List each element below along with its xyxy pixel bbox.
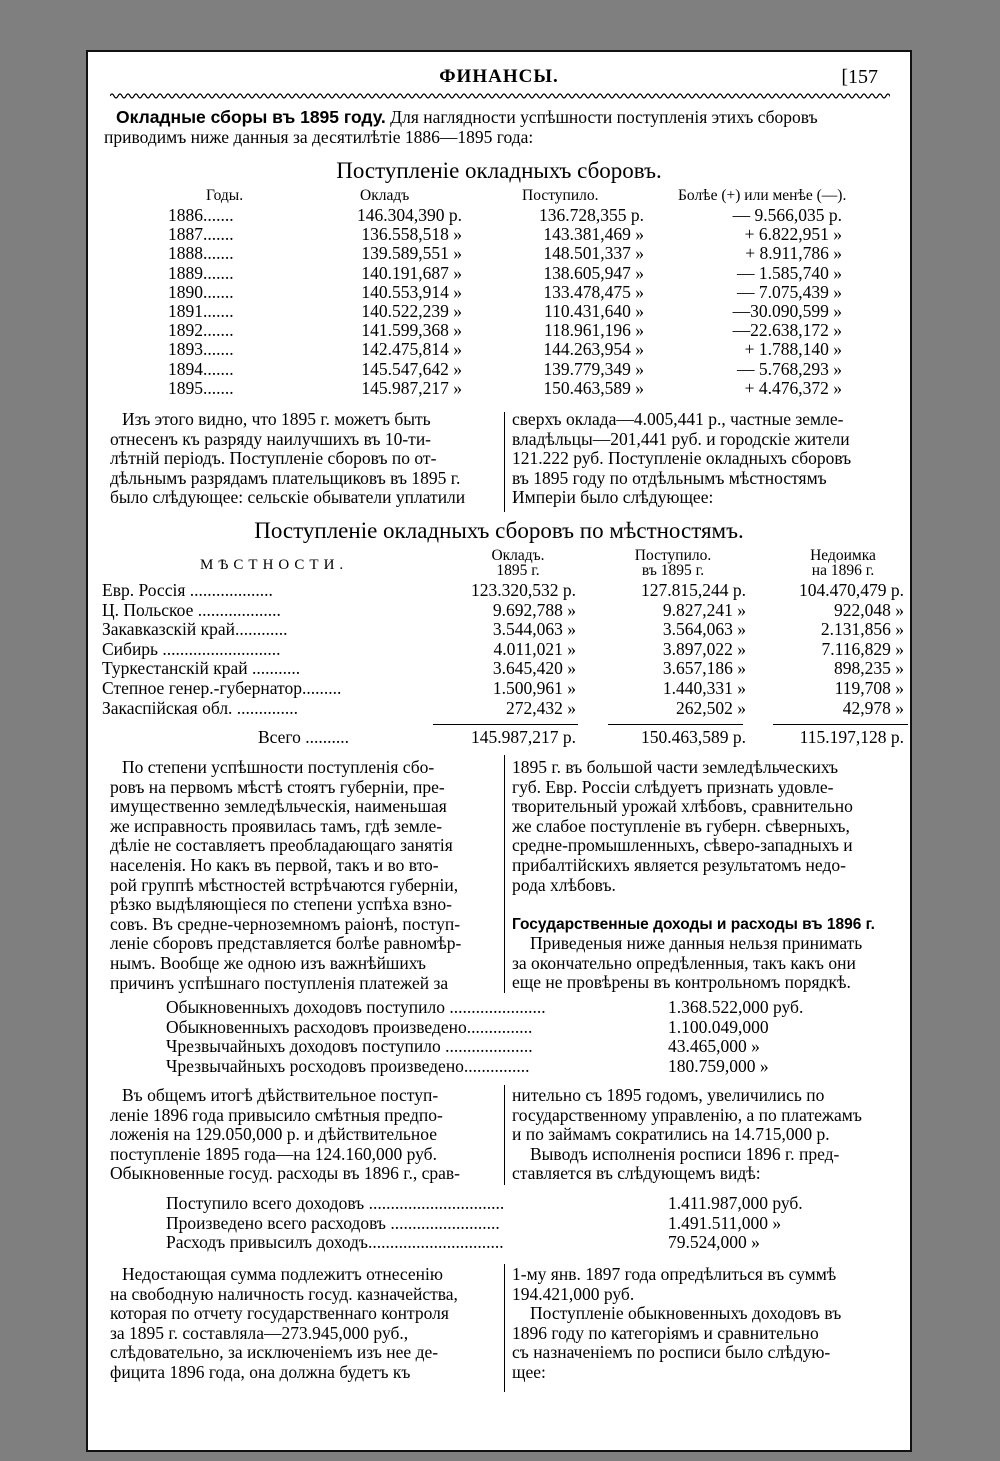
text-line: ровъ на первомъ мѣстѣ стоятъ губерніи, пре-: [110, 776, 445, 797]
text-line: 121.222 руб. Поступленіе окладныхъ сборовъ: [512, 448, 852, 469]
text-line: 1896 году по категоріямъ и сравнительно: [512, 1322, 819, 1343]
table1-assessed: 136.558,518 »: [361, 224, 462, 245]
table2-received: 127.815,244 р.: [641, 580, 746, 600]
text-line: сверхъ оклада—4.005,441 р., частные земле-: [512, 409, 844, 429]
text-line: за 1895 г. составляла—273.945,000 руб.,: [110, 1322, 409, 1343]
table2-received: 1.440,331 »: [662, 678, 746, 698]
table1-difference: —30.090,599 »: [732, 301, 842, 321]
total-rule: [773, 724, 908, 725]
text-line: Приведеныя ниже данныя нельзя принимать: [530, 933, 863, 953]
table1-year: 1891.......: [168, 301, 234, 321]
budget-value: 180.759,000 »: [668, 1055, 769, 1076]
table1-year: 1890.......: [168, 281, 234, 302]
table1-year: 1889.......: [168, 262, 234, 283]
para4-left: [110, 1265, 496, 1383]
para1-left: [110, 410, 496, 508]
table1-difference: — 5.768,293 »: [737, 358, 842, 379]
text-line: щее:: [512, 1361, 546, 1382]
text-line: дѣліе не составляетъ преобладающаго занятія: [110, 835, 453, 856]
header-line: Недоимка: [810, 547, 876, 564]
table2-arrears: 119,708 »: [834, 678, 904, 698]
text-line: совъ. Въ средне-черноземномъ раіонѣ, поступ-: [110, 913, 461, 934]
table2-received: 3.564,063 »: [662, 619, 746, 640]
text-line: Изъ этого видно, что 1895 г. можетъ быть: [122, 409, 431, 429]
header-line: Окладъ.: [491, 547, 545, 564]
table1-received: 148.501,337 »: [543, 243, 644, 264]
intro-line-2: приводимъ ниже данныя за десятилѣтіе 1886—1895 года:: [104, 127, 534, 147]
table1-assessed: 142.475,814 »: [361, 339, 462, 360]
table1-difference: —22.638,172 »: [732, 320, 842, 341]
text-line: 194.421,000 руб.: [512, 1283, 635, 1304]
header-line: въ 1895 г.: [641, 562, 705, 579]
table1-difference: + 4.476,372 »: [744, 377, 842, 398]
table1-header-years: Годы.: [206, 187, 244, 204]
text-line: отнесенъ къ разряду наилучшихъ въ 10-ти-: [110, 428, 432, 449]
text-line: леніе 1896 года привысило смѣтныя предпо-: [110, 1104, 443, 1125]
table2-place: Сибирь ...........................: [102, 638, 281, 659]
text-line: и по займамъ сократились на 14.715,000 р.: [512, 1124, 830, 1145]
header-line: на 1896 г.: [811, 562, 875, 579]
table1-assessed: 145.547,642 »: [361, 358, 462, 379]
intro-bold-title: Окладные сборы въ 1895 году.: [116, 107, 386, 127]
text-line: дѣльнымъ разрядамъ плательщиковъ въ 1895 г.: [110, 467, 461, 488]
table1-received: 144.263,954 »: [543, 339, 644, 360]
text-line: имущественно земледѣльческія, наименьшая: [110, 796, 447, 817]
table2-place: Евр. Россія ...................: [102, 580, 273, 600]
column-divider: [504, 412, 505, 512]
table2-place: Закавказскій край............: [102, 619, 288, 640]
text-line: еще не провѣрены въ контрольномъ порядкѣ.: [512, 972, 851, 993]
text-line: Недостающая сумма подлежитъ отнесенію: [122, 1264, 443, 1284]
table2-total-arrears: 115.197,128 р.: [799, 727, 904, 747]
text-line: поступленіе 1895 года—на 124.160,000 руб.: [110, 1143, 437, 1164]
table2-assessed: 123.320,532 р.: [471, 580, 576, 600]
budget-value: 1.100.049,000: [668, 1016, 769, 1037]
para4-right: [512, 1265, 904, 1383]
text-line: 1895 г. въ большой части земледѣльческихъ: [512, 757, 838, 777]
section-title-state-revenue: Государственные доходы и расходы въ 1896 г.: [512, 916, 875, 933]
table1-difference: — 9.566,035 р.: [732, 205, 842, 225]
page-number: [157: [841, 66, 878, 88]
table2-arrears: 2.131,856 »: [820, 619, 904, 640]
table2-received: 262,502 »: [676, 697, 746, 718]
budget-label: Обыкновенныхъ доходовъ поступило ......................: [166, 997, 546, 1017]
table1-year: 1895.......: [168, 377, 234, 398]
budget-value: 1.491.511,000 »: [668, 1212, 782, 1233]
total-rule: [608, 724, 743, 725]
text-line: причинъ успѣшнаго поступленія платежей за: [110, 972, 449, 993]
text-line: Поступленіе обыкновенныхъ доходовъ въ: [530, 1303, 842, 1324]
table1-difference: + 6.822,951 »: [744, 224, 842, 245]
text-line: государственному управленію, а по платежамъ: [512, 1104, 862, 1125]
text-line: же исправность проявилась тамъ, гдѣ земле-: [110, 815, 443, 836]
text-line: рода хлѣбовъ.: [512, 874, 616, 895]
table1-received: 139.779,349 »: [543, 358, 644, 379]
budget-value: 1.368.522,000 руб.: [668, 997, 804, 1017]
table2-header-assessed: [468, 548, 568, 578]
table2-header-received: [618, 548, 728, 578]
intro-line-1: [116, 108, 818, 127]
table1-difference: + 8.911,786 »: [745, 243, 842, 264]
table2-assessed: 3.645,420 »: [492, 658, 576, 679]
table2-total-label: Всего ..........: [258, 727, 350, 747]
budget-label: Расходъ привысилъ доходъ...............................: [166, 1232, 504, 1252]
text-line: творительный урожай хлѣбовъ, сравнительно: [512, 796, 853, 817]
column-divider: [504, 755, 505, 993]
table1-year: 1887.......: [168, 224, 234, 245]
text-line: ложенія на 129.050,000 р. и дѣйствительное: [110, 1124, 437, 1145]
text-line: 1-му янв. 1897 года опредѣлиться въ суммѣ: [512, 1264, 837, 1284]
intro-line-1-rest: Для наглядности успѣшности поступленія этихъ сборовъ: [390, 107, 818, 127]
table1-received: 133.478,475 »: [543, 281, 644, 302]
table1-difference: — 7.075,439 »: [737, 281, 842, 302]
column-divider: [504, 1085, 505, 1185]
para1-right: [512, 410, 904, 508]
text-line: леніе сборовъ представляется болѣе равномѣр-: [110, 933, 462, 954]
table2-assessed: 9.692,788 »: [492, 599, 576, 620]
para3-right: [512, 1086, 904, 1184]
table2-assessed: 4.011,021 »: [493, 638, 576, 659]
table1-received: 138.605,947 »: [543, 262, 644, 283]
table2-assessed: 272,432 »: [506, 697, 576, 718]
table1-year: 1894.......: [168, 358, 234, 379]
table2-place: Ц. Польское ...................: [102, 599, 281, 620]
text-line: въ 1895 году по отдѣльнымъ мѣстностямъ: [512, 467, 827, 488]
table1-assessed: 146.304,390 р.: [357, 205, 462, 225]
running-header-title: ФИНАНСЫ.: [439, 66, 559, 87]
table2-total-assessed: 145.987,217 р.: [471, 727, 576, 747]
text-line: средне-промышленныхъ, сѣверо-западныхъ и: [512, 835, 853, 856]
table2-received: 3.657,186 »: [662, 658, 746, 679]
table1-assessed: 141.599,368 »: [361, 320, 462, 341]
table2-received: 3.897,022 »: [662, 638, 746, 659]
text-line: слѣдовательно, за исключеніемъ изъ нее де-: [110, 1342, 439, 1363]
text-line: на свободную наличность госуд. казначейства,: [110, 1283, 458, 1304]
budget-value: 43.465,000 »: [668, 1036, 760, 1056]
budget-value: 1.411.987,000 руб.: [668, 1193, 803, 1213]
table1-assessed: 140.553,914 »: [361, 281, 462, 302]
table1-assessed: 139.589,551 »: [361, 243, 462, 264]
table1-assessed: 145.987,217 »: [361, 377, 462, 398]
table1-received: 118.961,196 »: [544, 320, 644, 341]
table1-difference: — 1.585,740 »: [737, 262, 842, 283]
text-line: нымъ. Вообще же одною изъ важнѣйшихъ: [110, 952, 426, 973]
text-line: за окончательно опредѣленныя, такъ какъ они: [512, 952, 856, 973]
table2-arrears: 7.116,829 »: [821, 638, 904, 659]
text-line: Въ общемъ итогѣ дѣйствительное поступ-: [122, 1085, 439, 1105]
para2-right: [512, 758, 904, 895]
table1-received: 143.381,469 »: [543, 224, 644, 245]
column-divider: [504, 1264, 505, 1392]
text-line: Обыкновенные госуд. расходы въ 1896 г., срав-: [110, 1163, 460, 1184]
table1-year: 1892.......: [168, 320, 234, 341]
table2-received: 9.827,241 »: [662, 599, 746, 620]
text-line: губ. Евр. Россіи слѣдуетъ признать удовле-: [512, 776, 834, 797]
text-line: Имперіи было слѣдующее:: [512, 487, 714, 508]
para2-left: [110, 758, 496, 993]
table2-assessed: 1.500,961 »: [492, 678, 576, 698]
para2-right-2: [512, 934, 904, 993]
budget-label: Произведено всего расходовъ .........................: [166, 1212, 500, 1233]
table2-header-arrears: [788, 548, 898, 578]
text-line: По степени успѣшности поступленія сбо-: [122, 757, 435, 777]
table1-assessed: 140.191,687 »: [361, 262, 462, 283]
budget-label: Чрезвычайныхъ доходовъ поступило ....................: [166, 1036, 533, 1056]
table2-header-place: МѢСТНОСТИ.: [200, 557, 349, 573]
table1-header-difference: Болѣе (+) или менѣе (—).: [678, 187, 847, 204]
text-line: рой группѣ мѣстностей встрѣчаются губерніи,: [110, 874, 459, 895]
table2-arrears: 42,978 »: [842, 697, 904, 718]
table1-received: 136.728,355 р.: [539, 205, 644, 225]
table2-arrears: 922,048 »: [834, 599, 904, 620]
table1-received: 110.431,640 »: [544, 301, 644, 321]
table1-received: 150.463,589 »: [543, 377, 644, 398]
table1-difference: + 1.788,140 »: [744, 339, 842, 360]
table1-header-received: Поступило.: [522, 187, 599, 204]
text-line: нительно съ 1895 годомъ, увеличились по: [512, 1085, 825, 1105]
text-line: лѣтній періодъ. Поступленіе сборовъ по от-: [110, 448, 437, 469]
wavy-rule-divider: [110, 92, 890, 100]
text-line: было слѣдующее: сельскіе обыватели уплатили: [110, 487, 466, 508]
table2-arrears: 104.470,479 р.: [799, 580, 904, 600]
table1-year: 1886.......: [168, 205, 234, 225]
text-line: прибалтійскихъ является результатомъ недо-: [512, 854, 846, 875]
table2-total-received: 150.463,589 р.: [641, 727, 746, 747]
table2-place: Закаспійская обл. ..............: [102, 697, 299, 718]
text-line: Выводъ исполненія росписи 1896 г. пред-: [530, 1143, 840, 1164]
para3-left: [110, 1086, 496, 1184]
table2-place: Степное генер.-губернатор.........: [102, 678, 342, 698]
document-page: [86, 50, 912, 1452]
header-line: 1895 г.: [496, 562, 540, 579]
table1-year: 1888.......: [168, 243, 234, 264]
total-rule: [433, 724, 578, 725]
table2-assessed: 3.544,063 »: [492, 619, 576, 640]
budget-label: Поступило всего доходовъ ...............................: [166, 1193, 505, 1213]
header-line: Поступило.: [634, 547, 712, 564]
budget-label: Обыкновенныхъ расходовъ произведено...............: [166, 1016, 533, 1037]
text-line: владѣльцы—201,441 руб. и городскіе жители: [512, 428, 850, 449]
text-line: же слабое поступленіе въ губерн. сѣверныхъ,: [512, 815, 850, 836]
table2-title: Поступленіе окладныхъ сборовъ по мѣстностямъ.: [254, 518, 744, 543]
table2-place: Туркестанскій край ...........: [102, 658, 301, 679]
text-line: рѣзко выдѣляющіеся по степени успѣха взно-: [110, 894, 452, 915]
table1-year: 1893.......: [168, 339, 234, 360]
budget-value: 79.524,000 »: [668, 1232, 760, 1252]
table1-header-assessed: Окладъ: [360, 187, 410, 204]
budget-label: Чрезвычайныхъ росходовъ произведено...............: [166, 1055, 530, 1076]
text-line: населенія. Но какъ въ первой, такъ и во вто-: [110, 854, 439, 875]
table2-arrears: 898,235 »: [834, 658, 904, 679]
text-line: съ назначеніемъ по росписи было слѣдую-: [512, 1342, 831, 1363]
text-line: которая по отчету государственнаго контроля: [110, 1303, 449, 1324]
table1-title: Поступленіе окладныхъ сборовъ.: [336, 158, 662, 183]
text-line: фицита 1896 года, она должна будетъ къ: [110, 1361, 411, 1382]
table1-assessed: 140.522,239 »: [361, 301, 462, 321]
text-line: ставляется въ слѣдующемъ видѣ:: [512, 1163, 761, 1184]
